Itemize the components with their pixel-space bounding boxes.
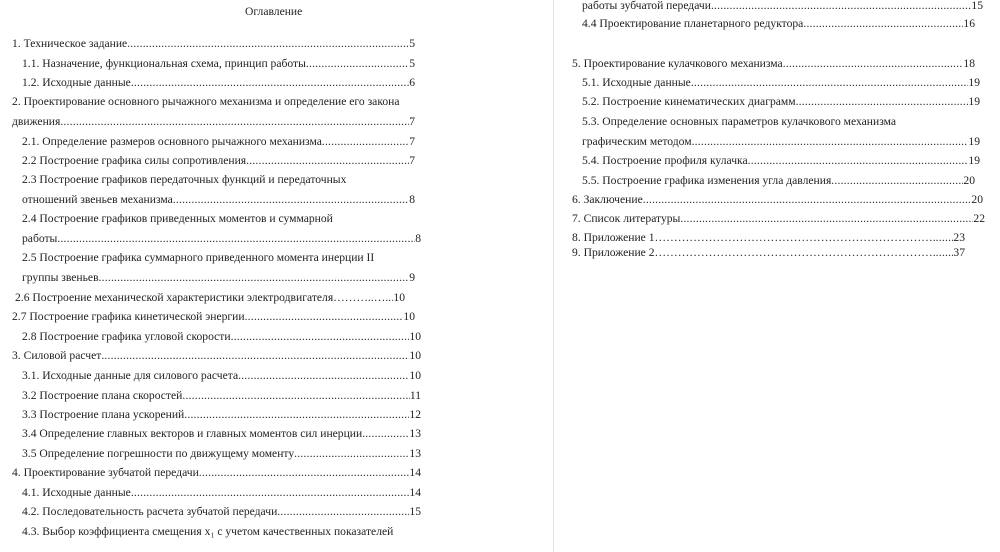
toc-page-number: 8 [415,232,421,245]
toc-page-number: 18 [963,57,975,70]
dot-leader [831,173,963,189]
dot-leader [322,134,409,150]
toc-entry[interactable] [22,192,415,208]
toc-entry-text: 3.1. Исходные данные для силового расчета [22,369,239,382]
toc-entry-text: 2.8 Построение графика угловой скорости [22,330,231,343]
dot-leader [294,446,409,462]
toc-entry[interactable] [22,504,421,520]
toc-page-number: 10 [409,330,421,343]
toc-entry-text: работы [22,232,58,245]
toc-entry-text: группы звеньев [22,271,99,284]
toc-entry-text: графическим методом [582,135,692,148]
toc-page-number: 14 [409,466,421,479]
toc-entry[interactable] [22,56,415,72]
toc-page-number: 12 [409,408,421,421]
dot-leader [643,192,972,208]
toc-entry-text: 2.1. Определение размеров основного рычажного механизма [22,135,322,148]
toc-entry[interactable] [582,134,980,150]
toc-entry[interactable] [582,75,980,91]
toc-entry-text: отношений звеньев механизма [22,193,173,206]
dot-leader [711,0,971,14]
toc-entry[interactable] [582,173,975,189]
toc-page-number: 15 [971,0,983,12]
toc-entry[interactable] [22,172,622,188]
dot-leader [680,211,973,227]
dot-leader [936,245,954,261]
dot-leader [245,309,404,325]
toc-entry-text: 1.1. Назначение, функциональная схема, принцип работы [22,57,306,70]
dot-leader [783,56,964,72]
toc-page-number: 22 [973,212,985,225]
dot-leader [131,485,410,501]
toc-entry[interactable] [22,270,415,286]
toc-entry[interactable] [12,348,421,364]
toc-entry-text: 3. Силовой расчет [12,349,102,362]
toc-entry[interactable] [22,524,622,540]
dot-leader [691,75,969,91]
toc-page-number: 7 [409,135,415,148]
dot-leader [101,348,409,364]
toc-entry[interactable] [12,114,415,130]
toc-entry[interactable] [12,36,415,52]
dot-leader [231,329,410,345]
dot-leader [306,56,409,72]
toc-entry-text: 3.2 Построение плана скоростей [22,389,183,402]
toc-entry-text: 2.2 Построение графика силы сопротивления [22,154,247,167]
toc-page-number: 15 [409,505,421,518]
toc-entry[interactable] [572,56,975,72]
toc-entry-text: движения [12,115,61,128]
toc-page-number: 10 [409,349,421,362]
toc-entry[interactable] [22,388,421,404]
toc-page-number: 8 [409,193,415,206]
toc-entry-text: работы зубчатой передачи [582,0,711,12]
toc-page-number: 19 [968,95,980,108]
toc-entry-text: 4.4 Проектирование планетарного редуктора [582,17,804,30]
toc-page-number: 10 [403,310,415,323]
toc-entry-text: 4.3. Выбор коэффициента смещения x₁ с учетом качественных показателей [22,525,394,538]
toc-entry-text: 2.5 Построение графика суммарного приведенного момента инерции II [22,251,375,264]
toc-entry[interactable] [15,290,405,306]
toc-entry-text: 5. Проектирование кулачкового механизма [572,57,783,70]
toc-entry-text: 5.1. Исходные данные [582,76,691,89]
toc-entry[interactable] [572,245,965,261]
toc-page-number: 13 [409,427,421,440]
toc-entry-text: 5.3. Определение основных параметров кулачкового механизма [582,115,897,128]
toc-entry-text: 2. Проектирование основного рычажного механизма и определение его закона [12,95,400,108]
dot-leader [184,407,409,423]
toc-entry-text: 3.4 Определение главных векторов и главных моментов сил инерции [22,427,363,440]
toc-entry-text: 2.7 Построение графика кинетической энергии [12,310,245,323]
toc-entry-text: 4.1. Исходные данные [22,486,131,499]
toc-entry[interactable] [22,407,421,423]
toc-page-number: 7 [409,115,415,128]
toc-entry-text: 2.4 Построение графиков приведенных моментов и суммарной [22,212,333,225]
toc-page-number: 14 [409,486,421,499]
toc-entry[interactable] [572,230,965,246]
dot-leader [803,16,963,32]
dot-leader [199,465,410,481]
toc-page-number: 13 [409,447,421,460]
toc-page-number: 37 [953,246,965,259]
toc-entry-text: 2.3 Построение графиков передаточных функций и передаточных [22,173,347,186]
toc-entry[interactable] [22,446,421,462]
toc-page-number: 23 [953,231,965,244]
toc-entry[interactable] [22,329,421,345]
toc-page-number: 7 [409,154,415,167]
toc-entry[interactable] [22,153,415,169]
toc-page-number: 20 [971,193,983,206]
page-divider [553,0,554,552]
dot-leader [182,388,409,404]
toc-entry[interactable] [22,368,421,384]
toc-entry[interactable] [12,94,612,110]
toc-entry[interactable] [582,153,980,169]
toc-page-number: 19 [968,154,980,167]
toc-page-number: 19 [968,135,980,148]
toc-page-number: 11 [409,389,421,402]
toc-entry[interactable] [582,16,975,32]
toc-page-number: 10 [393,291,405,304]
toc-page-number: 6 [409,76,415,89]
dot-leader [131,75,409,91]
toc-entry-text: 3.3 Построение плана ускорений [22,408,185,421]
toc-entry[interactable] [22,211,622,227]
toc-page-number: 20 [963,174,975,187]
toc-title: Оглавление [245,5,303,18]
toc-page-number: 5 [409,37,415,50]
toc-page-number: 16 [963,17,975,30]
dot-leader [173,192,409,208]
toc-entry[interactable] [22,426,421,442]
dot-leader [238,368,409,384]
dot-leader [127,36,409,52]
dot-leader [692,134,969,150]
toc-entry[interactable] [572,192,983,208]
toc-entry[interactable] [22,250,622,266]
dot-leader [57,231,415,247]
toc-entry-text: 7. Список литературы [572,212,681,225]
toc-entry-text: 4.2. Последовательность расчета зубчатой передачи [22,505,278,518]
toc-entry[interactable] [22,134,415,150]
toc-entry[interactable] [582,0,983,14]
toc-entry-text: 8. Приложение 1………………………………………………………………. [572,231,936,244]
toc-entry[interactable] [12,465,421,481]
dot-leader [277,504,409,520]
toc-entry[interactable] [22,231,421,247]
toc-entry-text: 1. Техническое задание [12,37,128,50]
toc-page-number: 19 [968,76,980,89]
toc-entry-text: 2.6 Построение механической характеристики электродвигателя………..…. [15,291,389,304]
dot-leader [60,114,409,130]
dot-leader [748,153,969,169]
toc-entry-text: 5.2. Построение кинематических диаграмм [582,95,796,108]
toc-entry-text: 6. Заключение [572,193,643,206]
toc-page-number: 9 [409,271,415,284]
toc-entry[interactable] [22,485,421,501]
toc-page-number: 10 [409,369,421,382]
dot-leader [99,270,410,286]
toc-entry[interactable] [582,94,980,110]
toc-page-number: 5 [409,57,415,70]
toc-entry[interactable] [582,114,1000,130]
toc-entry-text: 5.5. Построение графика изменения угла давления [582,174,832,187]
dot-leader [246,153,409,169]
toc-entry[interactable] [12,309,415,325]
toc-entry-text: 5.4. Построение профиля кулачка [582,154,748,167]
dot-leader [362,426,409,442]
toc-entry[interactable] [22,75,415,91]
toc-entry[interactable] [572,211,985,227]
toc-entry-text: 1.2. Исходные данные [22,76,131,89]
toc-entry-text: 3.5 Определение погрешности по движущему моменту [22,447,295,460]
dot-leader [796,94,969,110]
dot-leader [936,230,954,246]
toc-entry-text: 9. Приложение 2………………………………………………………………. [572,246,936,259]
toc-entry-text: 4. Проектирование зубчатой передачи [12,466,199,479]
